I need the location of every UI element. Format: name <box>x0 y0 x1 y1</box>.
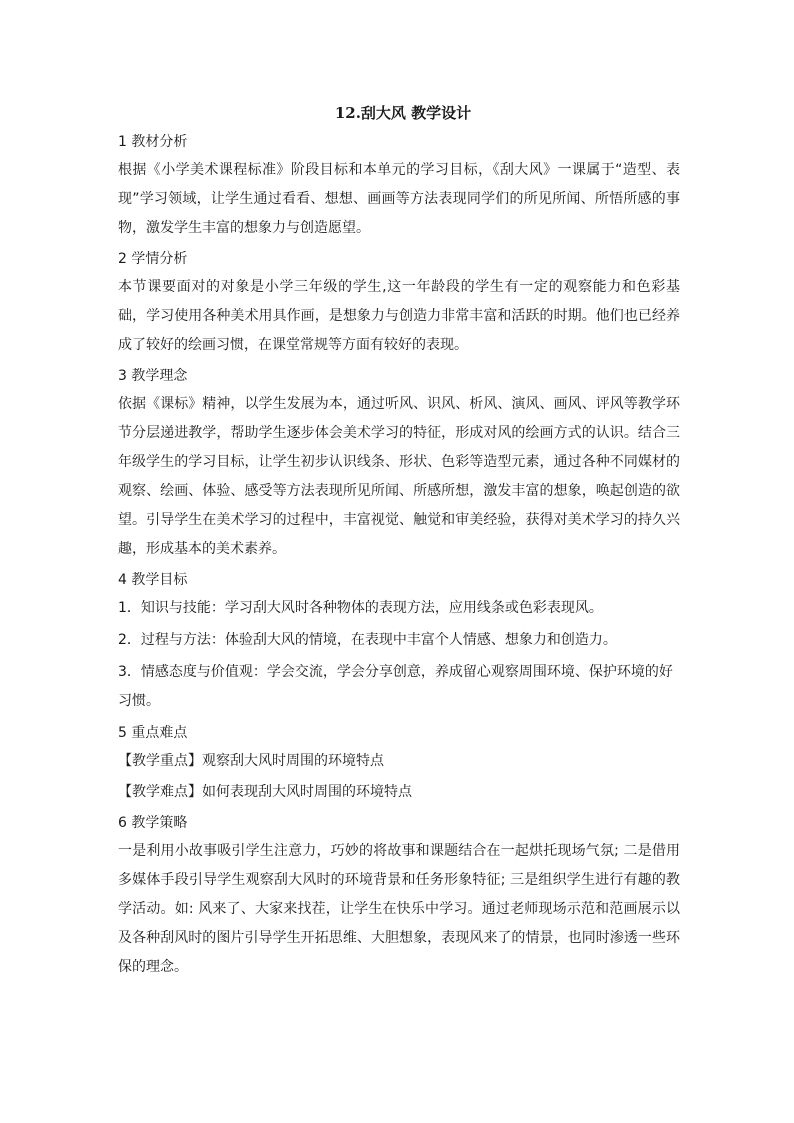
section-paragraph: 一是利用小故事吸引学生注意力，巧妙的将故事和课题结合在一起烘托现场气氛; 二是借用多媒体手段引导学生观察刮大风时的环境背景和任务形象特征; 三是组织学生进行有趣的教学活动。如: 风来了、大家来找茬，让学生在快乐中学习。通过老师现场示范和范画展示以及各种刮风时的图片引导学生开拓思维、大胆想象，表现风来了的情景，也同时渗透一些环保的理念。 <box>118 843 680 975</box>
objective-item: 1．知识与技能：学习刮大风时各种物体的表现方法，应用线条或色彩表现风。 <box>118 600 603 616</box>
section-heading: 2 学情分析 <box>118 251 188 267</box>
objective-item: 3．情感态度与价值观：学会交流，学会分享创意，养成留心观察周围环境、保护环境的好习惯。 <box>118 664 673 709</box>
section-paragraph: 依据《课标》精神，以学生发展为本，通过听风、识风、析风、演风、画风、评风等教学环节分层递进教学，帮助学生逐步体会美术学习的特征，形成对风的绘画方式的认识。结合三年级学生的学习目标，让学生初步认识线条、形状、色彩等造型元素，通过各种不同媒材的观察、绘画、体验、感受等方法表现所见所闻、所感所想，激发丰富的想象，唤起创造的欲望。引导学生在美术学习的过程中，丰富视觉、触觉和审美经验，获得对美术学习的持久兴趣，形成基本的美术素养。 <box>118 396 680 557</box>
section-paragraph: 本节课要面对的对象是小学三年级的学生,这一年龄段的学生有一定的观察能力和色彩基础，学习使用各种美术用具作画，是想象力与创造力非常丰富和活跃的时期。他们也已经养成了较好的绘画习惯，在课堂常规等方面有较好的表现。 <box>118 279 680 353</box>
key-point: 【教学重点】观察刮大风时周围的环境特点 <box>118 753 384 769</box>
section-teaching-strategy <box>118 809 680 982</box>
section-teaching-objectives <box>118 566 680 716</box>
section-paragraph: 根据《小学美术课程标准》阶段目标和本单元的学习目标，《刮大风》一课属于“造型、表现”学习领域，让学生通过看看、想想、画画等方法表现同学们的所见所闻、所悟所感的事物，激发学生丰富的想象力与创造愿望。 <box>118 162 680 236</box>
section-teaching-philosophy <box>118 362 680 564</box>
section-heading: 6 教学策略 <box>118 815 188 831</box>
section-heading: 4 教学目标 <box>118 572 188 588</box>
difficult-point: 【教学难点】如何表现刮大风时周围的环境特点 <box>118 784 412 800</box>
section-student-analysis <box>118 245 680 360</box>
section-heading: 1 教材分析 <box>118 134 188 150</box>
section-textbook-analysis <box>118 128 680 243</box>
document-title: 12.刮大风 教学设计 <box>334 104 472 122</box>
section-key-difficulties <box>118 719 680 807</box>
section-heading: 5 重点难点 <box>118 725 188 741</box>
document-page <box>118 100 680 984</box>
section-heading: 3 教学理念 <box>118 368 188 384</box>
objective-item: 2．过程与方法：体验刮大风的情境，在表现中丰富个人情感、想象力和创造力。 <box>118 632 617 648</box>
